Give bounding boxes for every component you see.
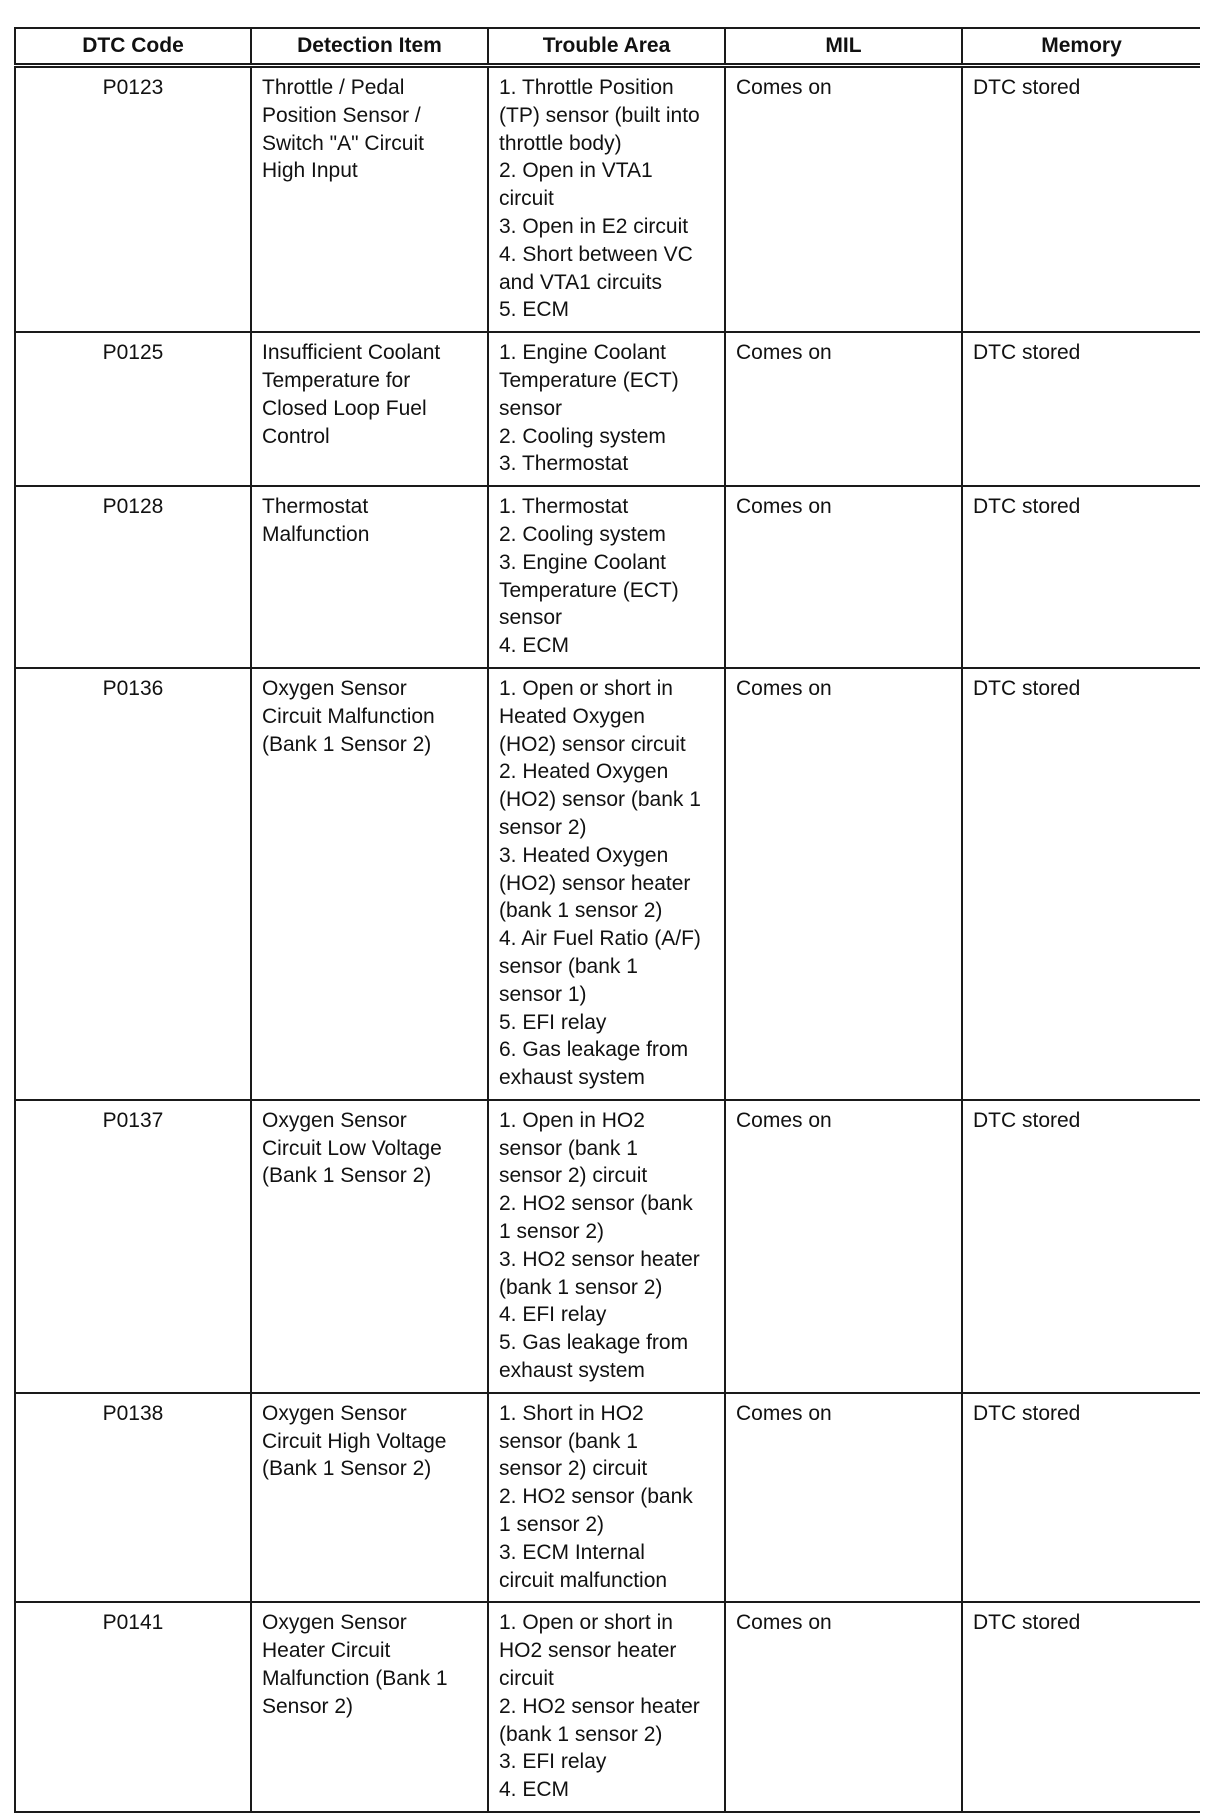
header-dtc-code: DTC Code [15,28,251,66]
dtc-table [14,27,1200,1813]
mil-cell: Comes on [725,66,962,333]
detection-item-cell: Oxygen Sensor Circuit Low Voltage (Bank 1 Sensor 2) [251,1100,488,1393]
dtc-code-cell: P0138 [15,1393,251,1603]
dtc-code-cell: P0141 [15,1602,251,1812]
header-trouble-area: Trouble Area [488,28,725,66]
memory-cell: DTC stored [962,1100,1200,1393]
trouble-area-cell: 1. Engine Coolant Temperature (ECT) sensor 2. Cooling system 3. Thermostat [488,332,725,486]
mil-cell: Comes on [725,1393,962,1603]
dtc-code-cell: P0125 [15,332,251,486]
memory-cell: DTC stored [962,332,1200,486]
detection-item-cell: Thermostat Malfunction [251,486,488,668]
dtc-code-cell: P0123 [15,66,251,333]
mil-cell: Comes on [725,1602,962,1812]
table-row [15,66,1200,333]
table-body [15,66,1200,1813]
trouble-area-cell: 1. Thermostat 2. Cooling system 3. Engine Coolant Temperature (ECT) sensor 4. ECM [488,486,725,668]
mil-cell: Comes on [725,486,962,668]
table-row [15,668,1200,1100]
trouble-area-cell: 1. Throttle Position (TP) sensor (built into throttle body) 2. Open in VTA1 circuit 3. Open in E2 circuit 4. Short between VC and VTA1 circuits 5. ECM [488,66,725,333]
dtc-code-cell: P0136 [15,668,251,1100]
memory-cell: DTC stored [962,66,1200,333]
memory-cell: DTC stored [962,1602,1200,1812]
detection-item-cell: Throttle / Pedal Position Sensor / Switch "A" Circuit High Input [251,66,488,333]
table-row [15,332,1200,486]
mil-cell: Comes on [725,332,962,486]
memory-cell: DTC stored [962,486,1200,668]
mil-cell: Comes on [725,668,962,1100]
detection-item-cell: Insufficient Coolant Temperature for Closed Loop Fuel Control [251,332,488,486]
trouble-area-cell: 1. Open or short in Heated Oxygen (HO2) sensor circuit 2. Heated Oxygen (HO2) sensor (bank 1 sensor 2) 3. Heated Oxygen (HO2) sensor heater (bank 1 sensor 2) 4. Air Fuel Ratio (A/F) sensor (bank 1 sensor 1) 5. EFI relay 6. Gas leakage from exhaust system [488,668,725,1100]
memory-cell: DTC stored [962,668,1200,1100]
memory-cell: DTC stored [962,1393,1200,1603]
table-header [15,28,1200,66]
trouble-area-cell: 1. Open in HO2 sensor (bank 1 sensor 2) circuit 2. HO2 sensor (bank 1 sensor 2) 3. HO2 sensor heater (bank 1 sensor 2) 4. EFI relay 5. Gas leakage from exhaust system [488,1100,725,1393]
table-row [15,486,1200,668]
dtc-code-cell: P0128 [15,486,251,668]
table-row [15,1602,1200,1812]
header-row [15,28,1200,66]
detection-item-cell: Oxygen Sensor Circuit High Voltage (Bank 1 Sensor 2) [251,1393,488,1603]
header-memory: Memory [962,28,1200,66]
header-detection-item: Detection Item [251,28,488,66]
detection-item-cell: Oxygen Sensor Heater Circuit Malfunction (Bank 1 Sensor 2) [251,1602,488,1812]
table-row [15,1393,1200,1603]
header-mil: MIL [725,28,962,66]
detection-item-cell: Oxygen Sensor Circuit Malfunction (Bank 1 Sensor 2) [251,668,488,1100]
dtc-code-cell: P0137 [15,1100,251,1393]
table-row [15,1100,1200,1393]
trouble-area-cell: 1. Open or short in HO2 sensor heater circuit 2. HO2 sensor heater (bank 1 sensor 2) 3. EFI relay 4. ECM [488,1602,725,1812]
mil-cell: Comes on [725,1100,962,1393]
trouble-area-cell: 1. Short in HO2 sensor (bank 1 sensor 2) circuit 2. HO2 sensor (bank 1 sensor 2) 3. ECM Internal circuit malfunction [488,1393,725,1603]
